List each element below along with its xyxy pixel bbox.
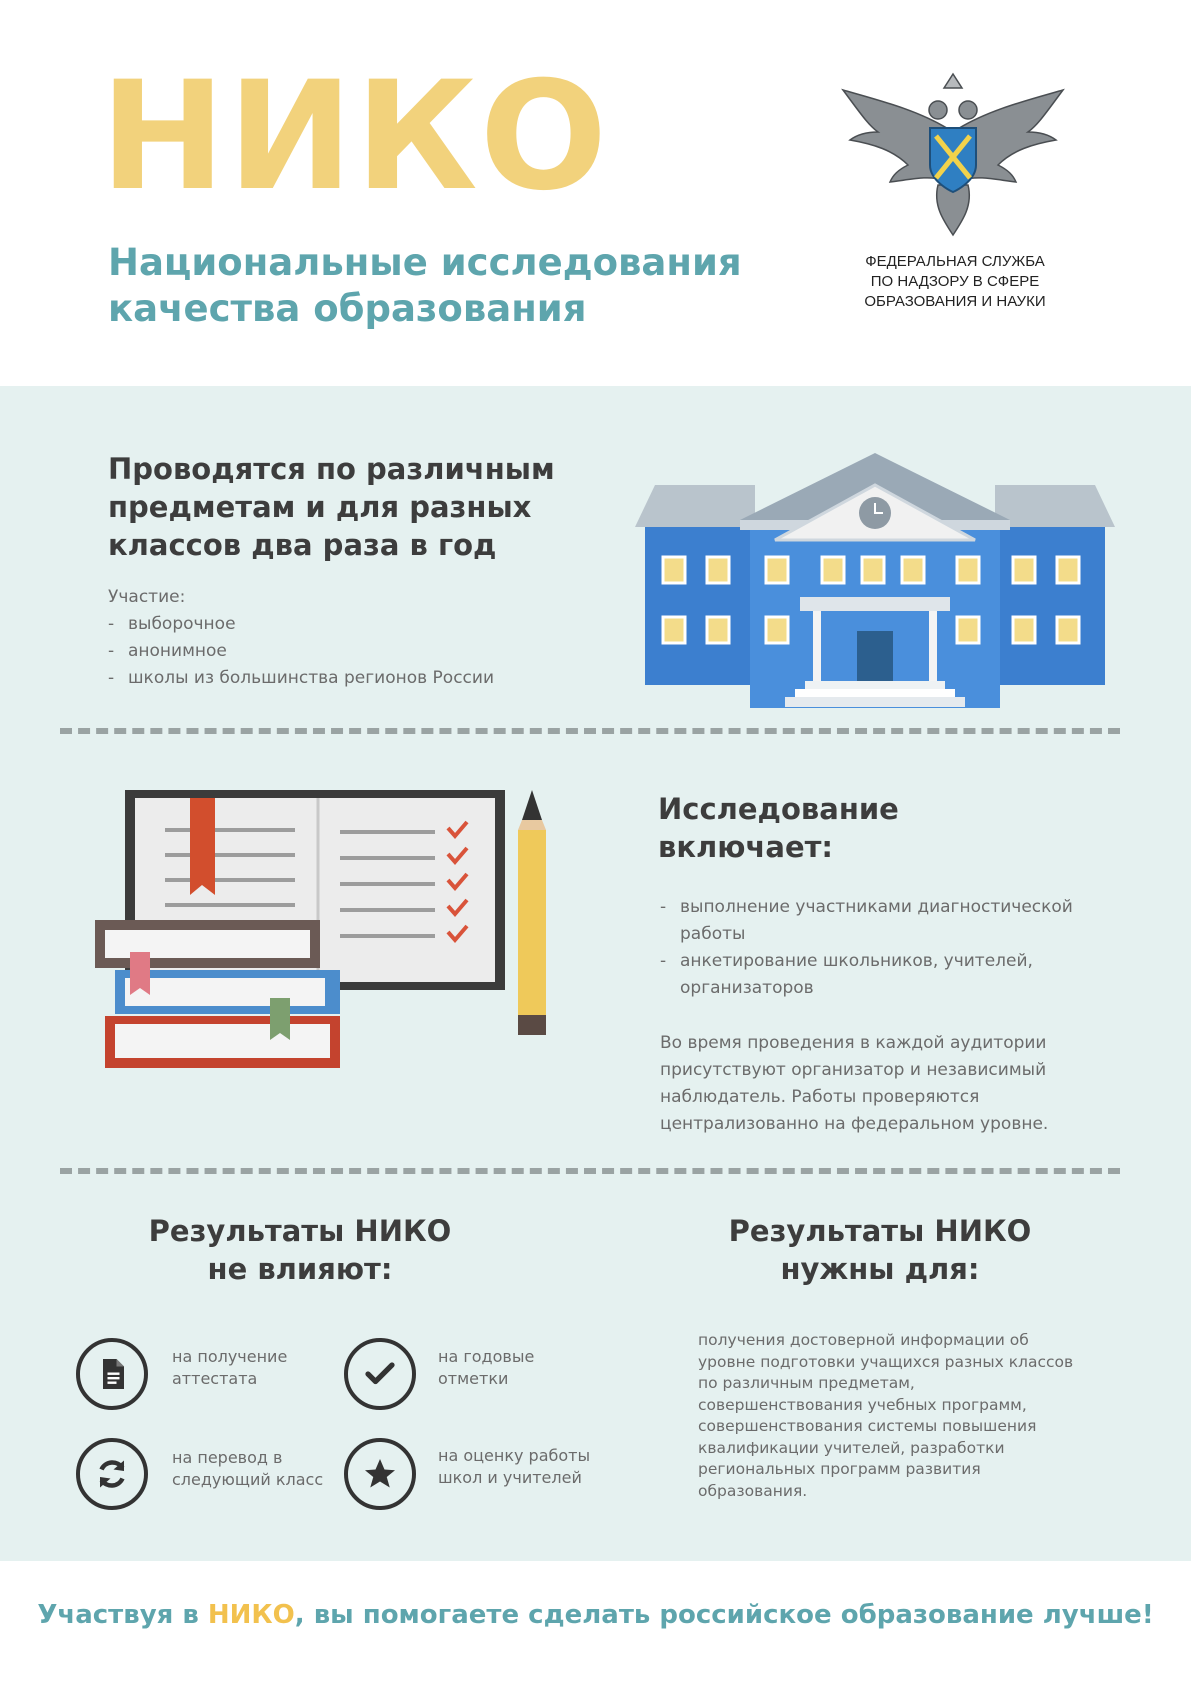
footer-text: Участвуя в: [37, 1600, 208, 1630]
heading-line: включает:: [658, 830, 834, 864]
star-icon: [362, 1456, 398, 1492]
needs-paragraph: получения достоверной информации об уровне подготовки учащихся разных классов по различным предметам, совершенствования учебных программ, совершенствования системы повышения квалификации учителей, разработки региональных программ развития образования.: [698, 1331, 1074, 1500]
heading-line: Исследование: [658, 792, 899, 826]
refresh-icon: [94, 1456, 130, 1492]
effect-icon-circle: [344, 1338, 416, 1410]
section1-heading: [108, 450, 555, 564]
participation-label: Участие:: [108, 587, 186, 607]
document-icon: [94, 1356, 130, 1392]
footer-slogan: [0, 1600, 1191, 1630]
heading-line: Проводятся по различным: [108, 452, 555, 486]
heading-line: нужны для:: [780, 1252, 980, 1286]
study-components-list: [660, 894, 1100, 1002]
org-line: ОБРАЗОВАНИЯ И НАУКИ: [864, 293, 1046, 310]
effect-icon-circle: [344, 1438, 416, 1510]
effect-text: на оценку работы школ и учителей: [438, 1446, 591, 1487]
page-title: НИКО: [100, 50, 610, 224]
heading-line: классов два раза в год: [108, 528, 497, 562]
effect-text: на получение аттестата: [172, 1347, 288, 1388]
heading-line: не влияют:: [207, 1252, 393, 1286]
study-components: [660, 894, 1100, 1002]
no-effect-heading: [120, 1212, 480, 1288]
procedure-paragraph: Во время проведения в каждой аудитории присутствуют организатор и независимый наблюдатель. Работы проверяются централизованно на федеральном уровне.: [660, 1033, 1049, 1134]
heading-line: предметам и для разных: [108, 490, 532, 524]
section-divider: [60, 728, 1120, 734]
heading-line: Результаты НИКО: [148, 1214, 452, 1248]
page-subtitle: [108, 240, 742, 332]
effect-icon-circle: [76, 1338, 148, 1410]
footer-text: , вы помогаете сделать российское образование лучше!: [294, 1600, 1154, 1630]
org-line: ФЕДЕРАЛЬНАЯ СЛУЖБА: [865, 253, 1045, 270]
effect-text: на годовые отметки: [438, 1347, 535, 1388]
school-building-illustration: [635, 445, 1115, 710]
check-icon: [362, 1356, 398, 1392]
list-item: - анонимное: [108, 638, 608, 665]
section-divider: [60, 1168, 1120, 1174]
org-line: ПО НАДЗОРУ В СФЕРЕ: [870, 273, 1040, 290]
list-item: - выполнение участниками диагностической работы: [660, 894, 1100, 948]
needed-for-heading: [700, 1212, 1060, 1288]
effect-text: на перевод в следующий класс: [172, 1448, 324, 1489]
effect-icon-circle: [76, 1438, 148, 1510]
list-item: - школы из большинства регионов России: [108, 665, 608, 692]
participation-block: [108, 584, 608, 692]
section2-heading: [658, 790, 899, 866]
books-board-illustration: [90, 790, 610, 1100]
organization-name: [850, 252, 1060, 312]
list-item: - выборочное: [108, 611, 608, 638]
heading-line: Результаты НИКО: [728, 1214, 1032, 1248]
eagle-emblem-logo: [838, 70, 1068, 240]
participation-list: [108, 611, 608, 692]
footer-highlight: НИКО: [207, 1600, 295, 1630]
subtitle-line: качества образования: [108, 287, 587, 330]
list-item: - анкетирование школьников, учителей, организаторов: [660, 948, 1100, 1002]
subtitle-line: Национальные исследования: [108, 241, 742, 284]
